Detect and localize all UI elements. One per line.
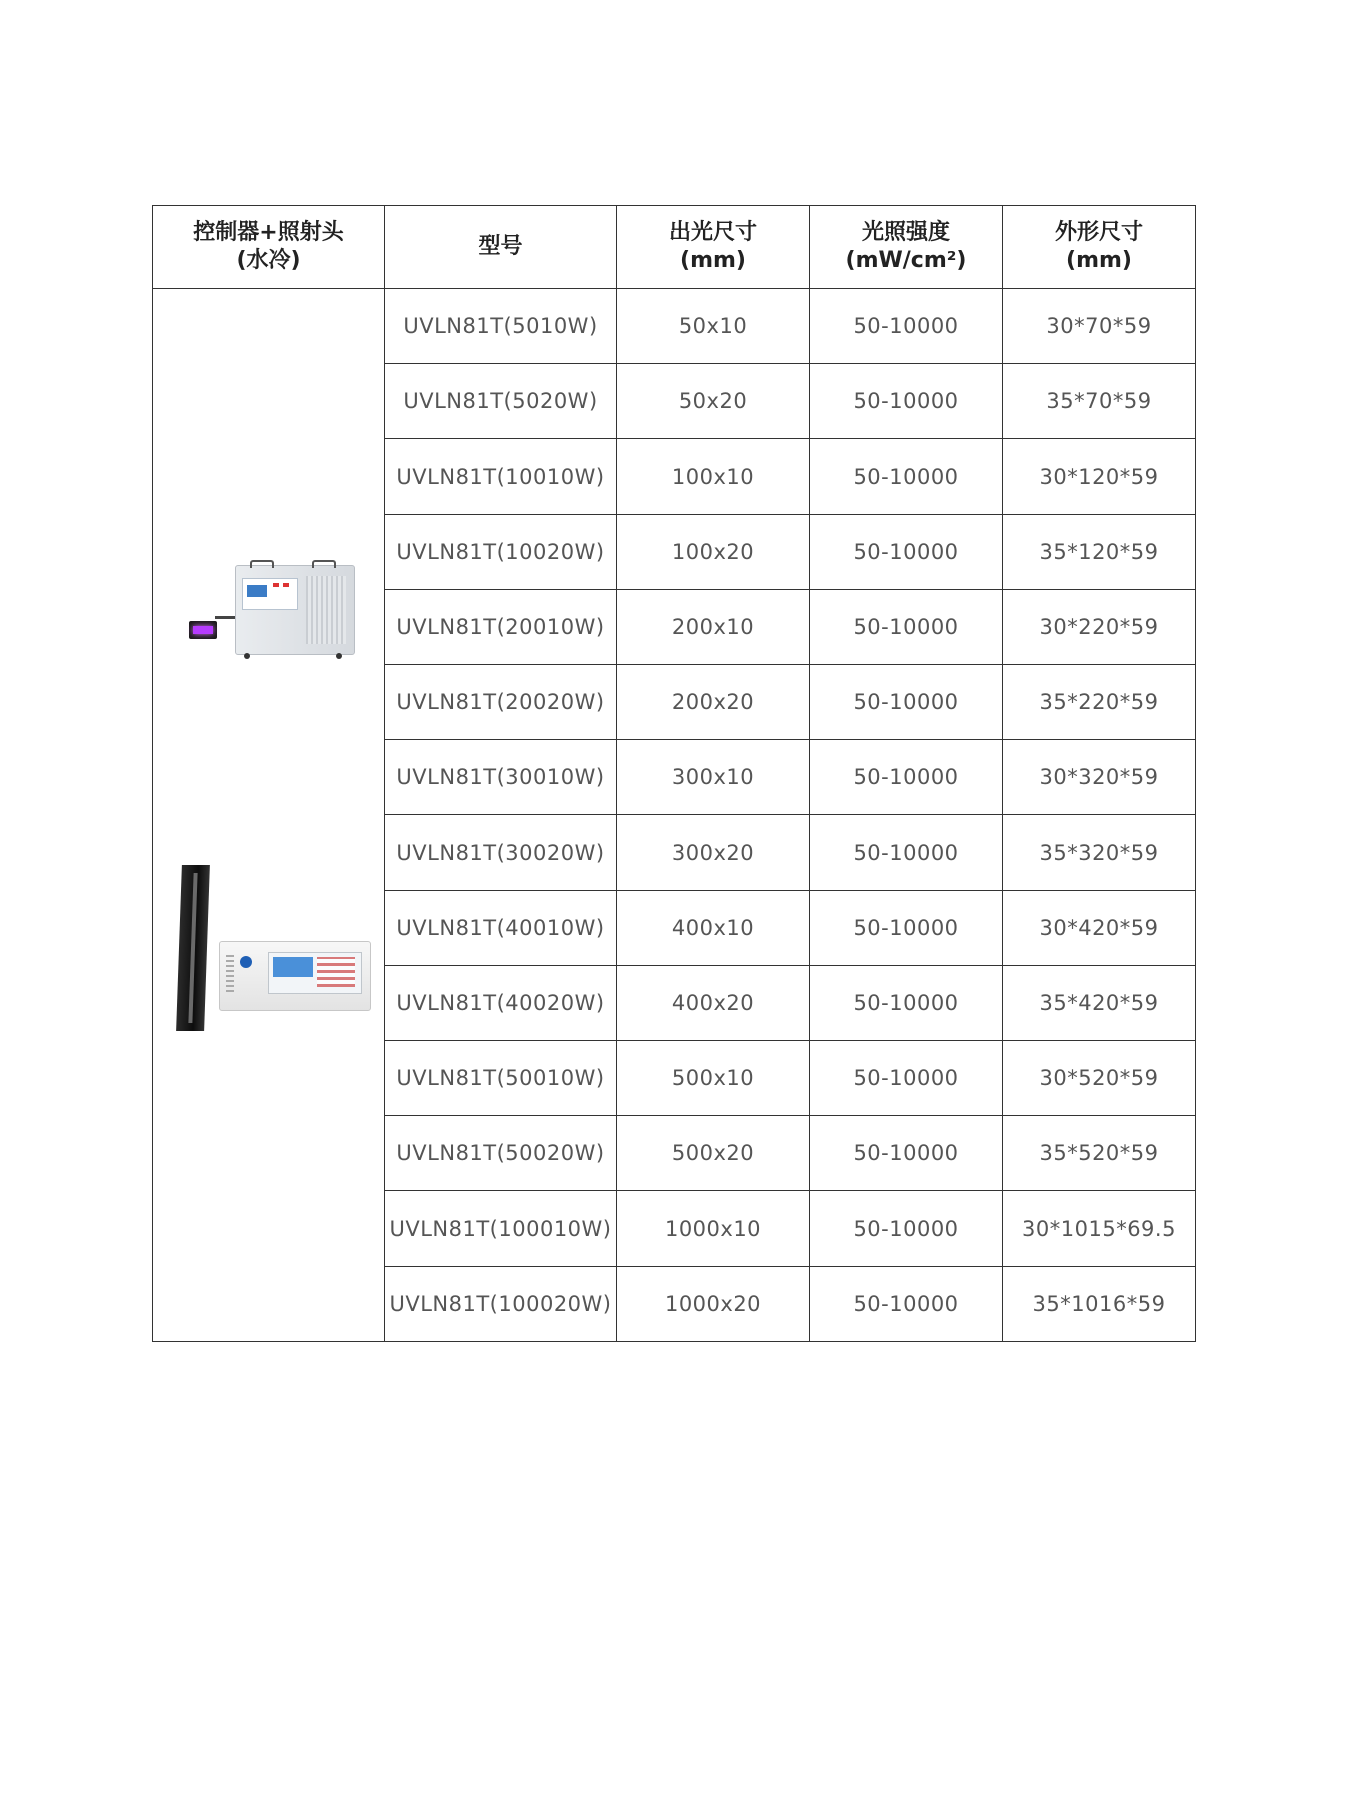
emission-size-cell: 50x10 bbox=[617, 289, 810, 364]
emission-size-cell: 300x10 bbox=[617, 740, 810, 815]
header-text: 光照强度 bbox=[861, 220, 950, 245]
dimensions-cell: 30*220*59 bbox=[1003, 589, 1196, 664]
header-text: 出光尺寸 bbox=[668, 220, 757, 245]
spec-table bbox=[152, 205, 1196, 1342]
irradiance-cell: 50-10000 bbox=[810, 514, 1003, 589]
model-cell: UVLN81T(20020W) bbox=[385, 665, 617, 740]
header-text: 控制器+照射头 bbox=[193, 220, 344, 245]
water-chiller-product-image bbox=[187, 561, 377, 661]
header-dimensions bbox=[1003, 206, 1196, 289]
dimensions-cell: 35*320*59 bbox=[1003, 815, 1196, 890]
dimensions-cell: 30*120*59 bbox=[1003, 439, 1196, 514]
emission-size-cell: 1000x20 bbox=[617, 1266, 810, 1341]
dimensions-cell: 35*220*59 bbox=[1003, 665, 1196, 740]
emission-size-cell: 500x10 bbox=[617, 1041, 810, 1116]
emission-size-cell: 200x20 bbox=[617, 665, 810, 740]
table-row bbox=[153, 289, 1196, 364]
header-subtext: (mW/cm²) bbox=[845, 248, 967, 273]
emission-size-cell: 100x20 bbox=[617, 514, 810, 589]
emission-size-cell: 50x20 bbox=[617, 364, 810, 439]
model-cell: UVLN81T(5010W) bbox=[385, 289, 617, 364]
dimensions-cell: 30*420*59 bbox=[1003, 890, 1196, 965]
irradiance-cell: 50-10000 bbox=[810, 1041, 1003, 1116]
chiller-unit-icon bbox=[235, 565, 355, 655]
linear-head-controller-product-image bbox=[165, 865, 380, 1035]
header-irradiance bbox=[810, 206, 1003, 289]
dimensions-cell: 30*320*59 bbox=[1003, 740, 1196, 815]
model-cell: UVLN81T(5020W) bbox=[385, 364, 617, 439]
model-cell: UVLN81T(20010W) bbox=[385, 589, 617, 664]
model-cell: UVLN81T(50020W) bbox=[385, 1116, 617, 1191]
irradiance-cell: 50-10000 bbox=[810, 289, 1003, 364]
irradiance-cell: 50-10000 bbox=[810, 740, 1003, 815]
model-cell: UVLN81T(30020W) bbox=[385, 815, 617, 890]
model-cell: UVLN81T(10020W) bbox=[385, 514, 617, 589]
dimensions-cell: 30*520*59 bbox=[1003, 1041, 1196, 1116]
controller-unit-icon bbox=[219, 941, 371, 1011]
model-cell: UVLN81T(100020W) bbox=[385, 1266, 617, 1341]
dimensions-cell: 30*1015*69.5 bbox=[1003, 1191, 1196, 1266]
irradiance-cell: 50-10000 bbox=[810, 815, 1003, 890]
irradiance-cell: 50-10000 bbox=[810, 965, 1003, 1040]
table-body bbox=[153, 289, 1196, 1342]
emission-size-cell: 400x20 bbox=[617, 965, 810, 1040]
header-row bbox=[153, 206, 1196, 289]
emission-size-cell: 500x20 bbox=[617, 1116, 810, 1191]
irradiance-cell: 50-10000 bbox=[810, 1266, 1003, 1341]
irradiance-cell: 50-10000 bbox=[810, 665, 1003, 740]
dimensions-cell: 35*70*59 bbox=[1003, 364, 1196, 439]
header-subtext: (mm) bbox=[1066, 248, 1132, 273]
header-subtext: (mm) bbox=[680, 248, 746, 273]
emission-size-cell: 200x10 bbox=[617, 589, 810, 664]
emission-size-cell: 1000x10 bbox=[617, 1191, 810, 1266]
model-cell: UVLN81T(40020W) bbox=[385, 965, 617, 1040]
model-cell: UVLN81T(50010W) bbox=[385, 1041, 617, 1116]
dimensions-cell: 35*420*59 bbox=[1003, 965, 1196, 1040]
header-subtext: (水冷) bbox=[236, 248, 301, 273]
table-header bbox=[153, 206, 1196, 289]
dimensions-cell: 30*70*59 bbox=[1003, 289, 1196, 364]
dimensions-cell: 35*120*59 bbox=[1003, 514, 1196, 589]
header-emission-size bbox=[617, 206, 810, 289]
header-text: 型号 bbox=[478, 234, 523, 259]
linear-uv-head-icon bbox=[176, 865, 210, 1031]
uv-head-icon bbox=[189, 621, 217, 639]
emission-size-cell: 300x20 bbox=[617, 815, 810, 890]
model-cell: UVLN81T(40010W) bbox=[385, 890, 617, 965]
dimensions-cell: 35*520*59 bbox=[1003, 1116, 1196, 1191]
model-cell: UVLN81T(30010W) bbox=[385, 740, 617, 815]
irradiance-cell: 50-10000 bbox=[810, 890, 1003, 965]
model-cell: UVLN81T(100010W) bbox=[385, 1191, 617, 1266]
irradiance-cell: 50-10000 bbox=[810, 1116, 1003, 1191]
header-model bbox=[385, 206, 617, 289]
irradiance-cell: 50-10000 bbox=[810, 1191, 1003, 1266]
header-text: 外形尺寸 bbox=[1054, 220, 1143, 245]
emission-size-cell: 100x10 bbox=[617, 439, 810, 514]
product-images-cell bbox=[153, 289, 385, 1342]
irradiance-cell: 50-10000 bbox=[810, 364, 1003, 439]
irradiance-cell: 50-10000 bbox=[810, 439, 1003, 514]
irradiance-cell: 50-10000 bbox=[810, 589, 1003, 664]
emission-size-cell: 400x10 bbox=[617, 890, 810, 965]
model-cell: UVLN81T(10010W) bbox=[385, 439, 617, 514]
header-controller-head bbox=[153, 206, 385, 289]
dimensions-cell: 35*1016*59 bbox=[1003, 1266, 1196, 1341]
